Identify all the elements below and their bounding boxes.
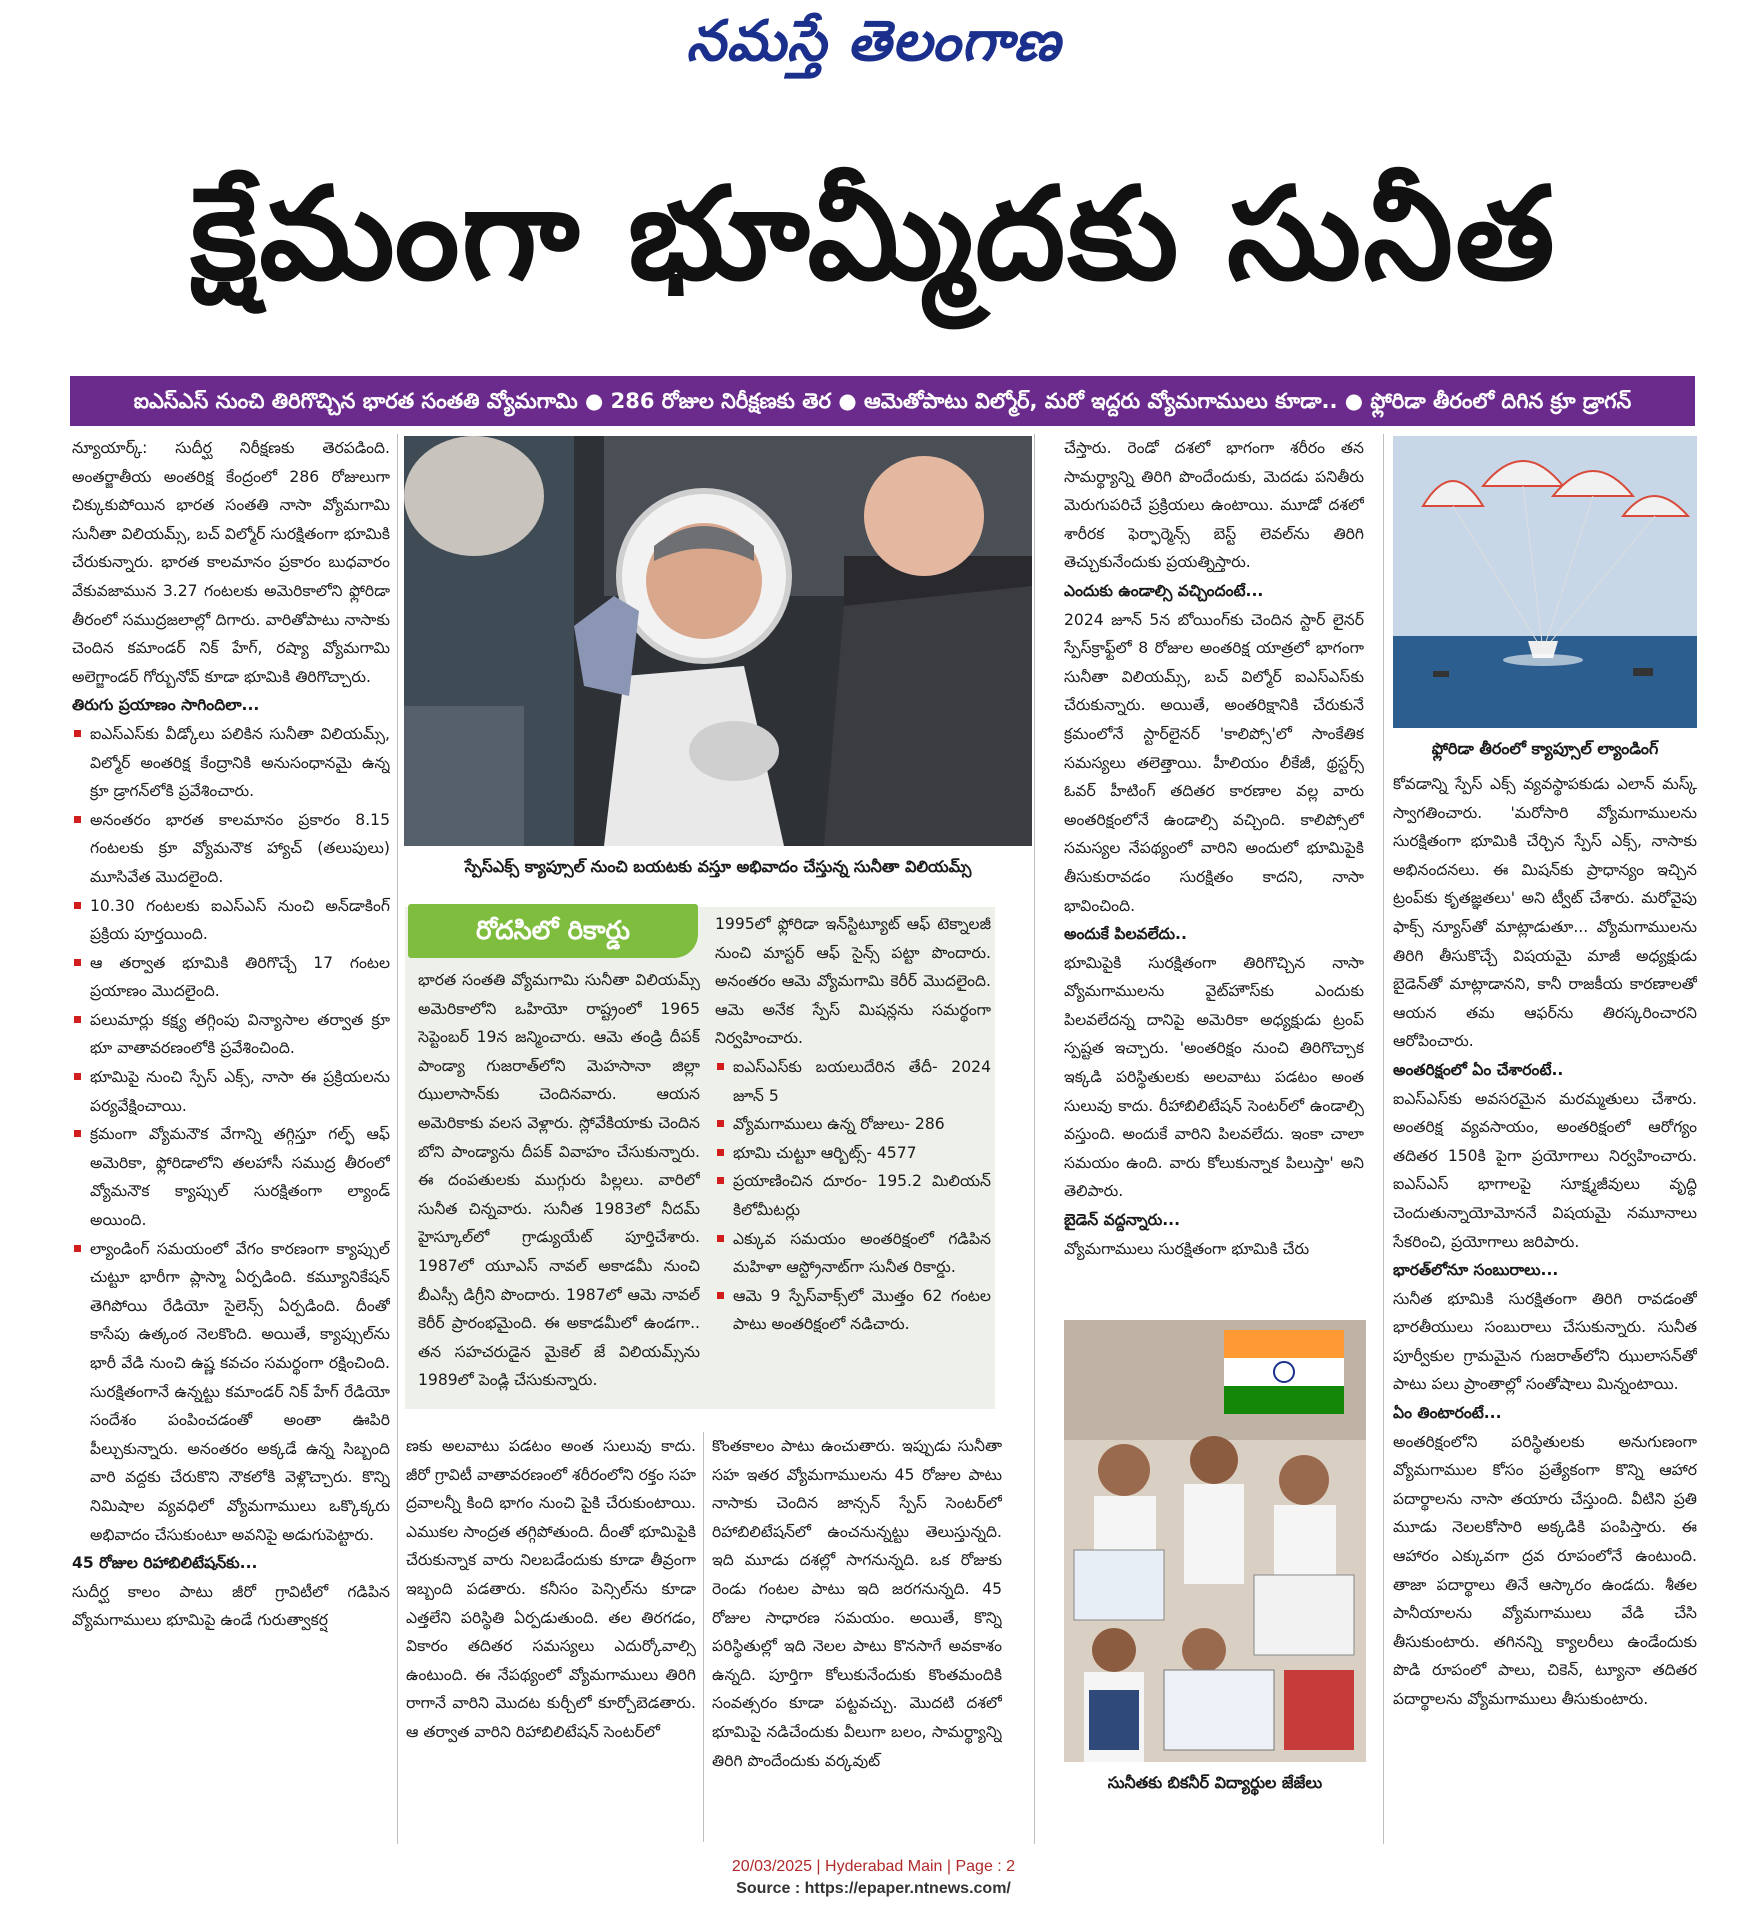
- footer-source-link[interactable]: Source : https://epaper.ntnews.com/: [736, 1880, 1011, 1897]
- capsule-photo-illustration: [1393, 436, 1697, 728]
- subheading: అందుకే పిలవలేదు..: [1064, 925, 1187, 944]
- astronaut-photo-illustration: [404, 436, 1032, 846]
- masthead-logo: నమస్తే తెలంగాణ: [686, 8, 1061, 74]
- record-fact: ఎక్కువ సమయం అంతరిక్షంలో గడిపిన మహిళా ఆస్ట్రోనాట్‌గా సునీత రికార్డు.: [715, 1225, 991, 1282]
- column-rule: [703, 1432, 704, 1842]
- column-rule: [1034, 434, 1035, 1844]
- subheading: తిరుగు ప్రయాణం సాగిందిలా...: [72, 696, 260, 715]
- main-photo-sunita: [404, 436, 1032, 846]
- body-paragraph: భూమిపైకి సురక్షితంగా తిరిగొచ్చిన నాసా వ్యోమగాములను వైట్‌హౌస్‌కు ఎందుకు పిలవలేదన్న దానిపై అమెరికా అధ్యక్షుడు ట్రంప్ స్పష్టత ఇచ్చారు. 'అంతరిక్షం నుంచి తిరిగొచ్చాక ఇక్కడి పరిస్థితులకు అలవాటు పడటం అంత సులువు కాదు. రీహాబిలిటేషన్ సెంటర్‌లో ఉండాల్సి వస్తుంది. అందుకే వారిని పిలవలేదు. ఇంకా చాలా సమయం ఉంది. వారు కోలుకున్నాక పిలుస్తా' అని తెలిపారు.: [1064, 953, 1364, 1201]
- subheading: భారత్‌లోనూ సంబురాలు...: [1393, 1261, 1559, 1280]
- bullet-item: క్రమంగా వ్యోమనౌక వేగాన్ని తగ్గిస్తూ గల్ఫ్ ఆఫ్ అమెరికా, ఫ్లోరిడాలోని తలహాసీ సముద్ర తీరంలో వ్యోమనౌక క్యాప్సుల్ సురక్షితంగా ల్యాండ్ అయింది.: [72, 1120, 390, 1234]
- body-paragraph: ణకు అలవాటు పడటం అంత సులువు కాదు. జీరో గ్రావిటీ వాతావరణంలో శరీరంలోని రక్తం సహ ద్రవాలన్నీ కింది భాగం నుంచి పైకి చేరుకుంటాయి. ఎముకల సాంద్రత తగ్గిపోతుంది. దీంతో భూమిపైకి చేరుకున్నాక వారు నిలబడేందుకు కూడా తీవ్రంగా ఇబ్బంది పడతారు. కనీసం పెన్సిల్‌ను కూడా ఎత్తలేని పరిస్థితి ఏర్పడుతుంది. తల తిరగడం, వికారం తదితర సమస్యలు ఎదుర్కోవాల్సి ఉంటుంది. ఈ నేపథ్యంలో వ్యోమగాములు తిరిగి రాగానే వారిని మొదట కుర్చీలో కూర్చోబెడతారు. ఆ తర్వాత వారిని రిహాబిలిటేషన్ సెంటర్‌లో: [406, 1437, 696, 1741]
- students-photo-caption: సునీతకు బికనీర్ విద్యార్థుల జేజేలు: [1107, 1773, 1323, 1792]
- record-box-tag: రోదసిలో రికార్డు: [408, 904, 698, 958]
- body-paragraph: అంతరిక్షంలోని పరిస్థితులకు అనుగుణంగా వ్యోమగాముల కోసం ప్రత్యేకంగా కొన్ని ఆహార పదార్థాలను నాసా తయారు చేస్తుంది. వీటిని ప్రతి మూడు నెలలకోసారి అక్కడికి పంపిస్తారు. ఈ ఆహారం ఎక్కువగా ద్రవ రూపంలోనే ఉంటుంది. తాజా పదార్థాలు తినే ఆస్కారం ఉండదు. శీతల పానీయాలను వ్యోమగాములు వేడి చేసి తీసుకుంటారు. తగినన్ని క్యాలరీలు ఉండేందుకు పొడి రూపంలో పాలు, చికెన్, ట్యూనా తదితర పదార్థాలను వ్యోమగాములు తీసుకుంటారు.: [1393, 1432, 1697, 1708]
- subheading: అంతరిక్షంలో ఏం చేశారంటే..: [1393, 1060, 1564, 1079]
- record-box-right: [715, 910, 991, 1406]
- bullet-item: అనంతరం భారత కాలమానం ప్రకారం 8.15 గంటలకు క్రూ వ్యోమనౌక హ్యాచ్ (తలుపులు) మూసివేత మొదలైంది.: [72, 806, 390, 892]
- students-photo-illustration: [1064, 1320, 1366, 1762]
- record-fact: ఐఎస్ఎస్‌కు బయలుదేరిన తేదీ- 2024 జూన్ 5: [715, 1053, 991, 1110]
- deck-strip: ఐఎస్ఎస్ నుంచి తిరిగొచ్చిన భారత సంతతి వ్యోమగామి ● 286 రోజుల నిరీక్షణకు తెర ● ఆమెతోపాటు విల్మోర్, మరో ఇద్దరు వ్యోమగాములు కూడా.. ● ఫ్లోరిడా తీరంలో దిగిన క్రూ డ్రాగన్: [70, 376, 1695, 426]
- main-photo-caption: స్పేస్ఎక్స్ క్యాప్సూల్ నుంచి బయటకు వస్తూ అభివాదం చేస్తున్న సునీతా విలియమ్స్: [464, 857, 972, 876]
- subheading: ఎందుకు ఉండాల్సి వచ్చిందంటే...: [1064, 581, 1264, 600]
- column-5: [1393, 770, 1697, 1842]
- body-paragraph: న్యూయార్క్: సుదీర్ఘ నిరీక్షణకు తెరపడింది. అంతర్జాతీయ అంతరిక్ష కేంద్రంలో 286 రోజులుగా చిక్కుకుపోయిన భారత సంతతి నాసా వ్యోమగామి సునీతా విలియమ్స్, బచ్ విల్మోర్ సురక్షితంగా భూమికి చేరుకున్నారు. భారత కాలమానం ప్రకారం బుధవారం వేకువజామున 3.27 గంటలకు అమెరికాలోని ఫ్లోరిడా తీరంలో సముద్రజలాల్లో దిగారు. వారితోపాటు నాసాకు చెందిన కమాండర్ నిక్ హేగ్, రష్యా వ్యోమగామి అలెగ్జాండర్ గోర్బునోవ్ కూడా భూమికి తిరిగొచ్చారు.: [72, 439, 390, 686]
- capsule-landing-photo: [1393, 436, 1697, 728]
- record-box-left: [418, 966, 700, 1406]
- body-paragraph: సుదీర్ఘ కాలం పాటు జీరో గ్రావిటీలో గడిపిన వ్యోమగాములు భూమిపై ఉండే గురుత్వాకర్ష: [72, 1582, 390, 1630]
- bullet-item: ఆ తర్వాత భూమికి తిరిగొచ్చే 17 గంటల ప్రయాణం మొదలైంది.: [72, 949, 390, 1006]
- subheading: ఏం తింటారంటే...: [1393, 1404, 1502, 1423]
- column-4: [1064, 434, 1364, 1308]
- bullet-item: ఐఎస్ఎస్‌కు వీడ్కోలు పలికిన సునీతా విలియమ్స్, విల్మోర్ అంతరిక్ష కేంద్రానికి అనుసంధానమై ఉన్న క్రూ డ్రాగన్‌లోకి ప్రవేశించారు.: [72, 720, 390, 806]
- column-rule: [397, 434, 398, 1844]
- students-photo: [1064, 1320, 1366, 1762]
- record-fact: భూమి చుట్టూ ఆర్బిట్స్- 4577: [715, 1139, 991, 1168]
- column-1: [72, 434, 390, 1840]
- record-box-text: 1995లో ఫ్లోరిడా ఇన్‌స్టిట్యూట్ ఆఫ్ టెక్నాలజీ నుంచి మాస్టర్ ఆఫ్ సైన్స్ పట్టా పొందారు. అనంతరం ఆమె వ్యోమగామి కెరీర్ మొదలైంది. ఆమె అనేక స్పేస్ మిషన్లను సమర్థంగా నిర్వహించారు.: [715, 915, 991, 1048]
- footer-edition-info: 20/03/2025 | Hyderabad Main | Page : 2: [731, 1858, 1016, 1875]
- record-fact: ఆమె 9 స్పేస్‌వాక్స్‌లో మొత్తం 62 గంటల పాటు అంతరిక్షంలో నడిచారు.: [715, 1282, 991, 1339]
- bullet-item: ల్యాండింగ్ సమయంలో వేగం కారణంగా క్యాప్సుల్ చుట్టూ భారీగా ప్లాస్మా ఏర్పడింది. కమ్యూనికేషన్ తెగిపోయి రేడియో సైలెన్స్ ఏర్పడింది. దీంతో కాసేపు ఉత్కంఠ నెలకొంది. అయితే, క్యాప్సుల్‌ను భారీ వేడి నుంచి ఉష్ణ కవచం సమర్థంగా రక్షించింది. సురక్షితంగానే ఉన్నట్టు కమాండర్ నిక్ హేగ్ రేడియో సందేశం పంపించడంతో అంతా ఊపిరి పీల్చుకున్నారు. అనంతరం అక్కడే ఉన్న సిబ్బంది వారి వద్దకు చేరుకొని నౌకలోకి వెళ్లొచ్చారు. కొన్ని నిమిషాల వ్యవధిలో వ్యోమగాములు ఒక్కొక్కరు అభివాదం చేసుకుంటూ అవనిపై అడుగుపెట్టారు.: [72, 1235, 390, 1550]
- body-paragraph: 2024 జూన్ 5న బోయింగ్‌కు చెందిన స్టార్ లైనర్ స్పేస్‌క్రాఫ్ట్‌లో 8 రోజుల అంతరిక్ష యాత్రలో భాగంగా సునీతా విలియమ్స్, బచ్ విల్మోర్ ఐఎస్ఎస్‌కు చేరుకున్నారు. అయితే, అంతరిక్షానికి చేరుకునే క్రమంలోనే స్టార్‌లైనర్ 'కాలిప్సో'లో సాంకేతిక సమస్యలు తలెత్తాయి. హీలియం లీకేజీ, థ్రస్టర్స్ ఓవర్ హీటింగ్ తదితర కారణాల వల్ల వారు అంతరిక్షంలోనే ఉండాల్సి వచ్చింది. కాలిప్సోలో సమస్యల నేపథ్యంలో వారిని అందులో భూమిపైకి తీసుకురావడం సురక్షితం కాదని, నాసా భావించింది.: [1064, 610, 1364, 915]
- body-paragraph: కొంతకాలం పాటు ఉంచుతారు. ఇప్పుడు సునీతా సహ ఇతర వ్యోమగాములను 45 రోజుల పాటు నాసాకు చెందిన జాన్సన్ స్పేస్ సెంటర్‌లో రిహాబిలిటేషన్‌లో ఉంచనున్నట్టు తెలుస్తున్నది. ఇది మూడు దశల్లో సాగనున్నది. ఒక రోజుకు రెండు గంటల పాటు ఇది జరగనున్నది. 45 రోజుల సాధారణ సమయం. అయితే, కొన్ని పరిస్థితుల్లో ఇది నెలల పాటు కొనసాగే అవకాశం ఉన్నది. పూర్తిగా కోలుకునేందుకు కొంతమందికి సంవత్సరం కూడా పట్టవచ్చు. మొదటి దశలో భూమిపై నడిచేందుకు వీలుగా బలం, సామర్థ్యాన్ని తిరిగి పొందేందుకు వర్కవుట్: [712, 1437, 1002, 1770]
- body-paragraph: కోవడాన్ని స్పేస్ ఎక్స్ వ్యవస్థాపకుడు ఎలాన్ మస్క్ స్వాగతించారు. 'మరోసారి వ్యోమగాములను సురక్షితంగా భూమికి చేర్చిన స్పేస్ ఎక్స్, నాసాకు అభినందనలు. ఈ మిషన్‌కు ప్రాధాన్యం ఇచ్చిన ట్రంప్‌కు కృతజ్ఞతలు' అని ట్వీట్ చేశారు. మరోవైపు ఫాక్స్ న్యూస్‌తో మాట్లాడుతూ... వ్యోమగాములను తిరిగి తీసుకొచ్చే విషయమై మాజీ అధ్యక్షుడు బైడెన్‌తో మాట్లాడానని, కానీ రాజకీయ కారణాలతో ఆయన తమ ఆఫర్‌ను తిరస్కరించారని ఆరోపించారు.: [1393, 775, 1697, 1051]
- column-2-bottom: [406, 1432, 696, 1840]
- body-paragraph: వ్యోమగాములు సురక్షితంగా భూమికి చేరు: [1064, 1239, 1310, 1258]
- bullet-item: 10.30 గంటలకు ఐఎస్ఎస్ నుంచి అన్‌డాకింగ్ ప్రక్రియ పూర్తయింది.: [72, 892, 390, 949]
- bullet-item: భూమిపై నుంచి స్పేస్ ఎక్స్, నాసా ఈ ప్రక్రియలను పర్యవేక్షించాయి.: [72, 1063, 390, 1120]
- record-fact: ప్రయాణించిన దూరం- 195.2 మిలియన్ కిలోమీటర్లు: [715, 1167, 991, 1224]
- column-3-bottom: [712, 1432, 1002, 1840]
- body-paragraph: చేస్తారు. రెండో దశలో భాగంగా శరీరం తన సామర్థ్యాన్ని తిరిగి పొందేందుకు, మెదడు పనితీరు మెరుగుపరిచే ప్రక్రియలు ఉంటాయి. మూడో దశలో శారీరక ఫెర్ఫార్మెన్స్ బెస్ట్ లెవల్‌ను తిరిగి తెచ్చుకునేందుకు ప్రయత్నిస్తారు.: [1064, 439, 1364, 572]
- subheading: బైడెన్ వద్దన్నారు...: [1064, 1211, 1181, 1230]
- record-fact: వ్యోమగాములు ఉన్న రోజులు- 286: [715, 1110, 991, 1139]
- bullet-item: పలుమార్లు కక్ష్య తగ్గింపు విన్యాసాల తర్వాత క్రూ భూ వాతావరణంలోకి ప్రవేశించింది.: [72, 1006, 390, 1063]
- body-paragraph: ఐఎస్ఎస్‌కు అవసరమైన మరమ్మతులు చేశారు. అంతరిక్ష వ్యవసాయం, అంతరిక్షంలో ఆరోగ్యం తదితర 150కి పైగా ప్రయోగాలు నిర్వహించారు. ఐఎస్ఎస్ భాగాలపై సూక్ష్మజీవులు వృద్ధి చెందుతున్నాయోమోననే విషయమై నమూనాలు సేకరించి, ప్రయోగాలు జరిపారు.: [1393, 1089, 1697, 1251]
- main-headline: క్షేమంగా భూమ్మీదకు సునీత: [190, 160, 1557, 309]
- record-box-text: భారత సంతతి వ్యోమగామి సునీతా విలియమ్స్ అమెరికాలోని ఒహియో రాష్ట్రంలో 1965 సెప్టెంబర్ 19న జన్మించారు. ఆమె తండ్రి దీపక్ పాండ్యా గుజరాత్‌లోని మెహసానా జిల్లా ఝులాసాన్‌కు చెందినవారు. ఆయన అమెరికాకు వలస వెళ్లారు. స్లోవేకియాకు చెందిన బోని పాండ్యాను దీపక్ వివాహం చేసుకున్నారు. ఈ దంపతులకు ముగ్గురు పిల్లలు. వారిలో సునీత చిన్నవారు. సునీత 1983లో నీదమ్ హైస్కూల్‌లో గ్రాడ్యుయేట్ పూర్తిచేశారు. 1987లో యూఎస్ నావల్ అకాడమీ నుంచి బీఎస్సీ డిగ్రీని పొందారు. 1987లో ఆమె నావల్ కెరీర్ ప్రారంభమైంది. ఈ అకాడమీలో ఉండగా.. తన సహచరుడైన మైకెల్ జే విలియమ్స్‌ను 1989లో పెండ్లి చేసుకున్నారు.: [418, 971, 700, 1390]
- column-rule: [1383, 434, 1384, 1844]
- body-paragraph: సునీత భూమికి సురక్షితంగా తిరిగి రావడంతో భారతీయులు సంబురాలు చేసుకున్నారు. సునీత పూర్వీకుల గ్రామమైన గుజరాత్‌లోని ఝులాసన్‌తో పాటు పలు ప్రాంతాల్లో సంతోషాలు మిన్నంటాయి.: [1393, 1289, 1697, 1394]
- capsule-photo-caption: ఫ్లోరిడా తీరంలో క్యాప్సూల్ ల్యాండింగ్: [1431, 739, 1659, 758]
- subheading: 45 రోజుల రిహాబిలిటేషన్‌కు...: [72, 1554, 258, 1573]
